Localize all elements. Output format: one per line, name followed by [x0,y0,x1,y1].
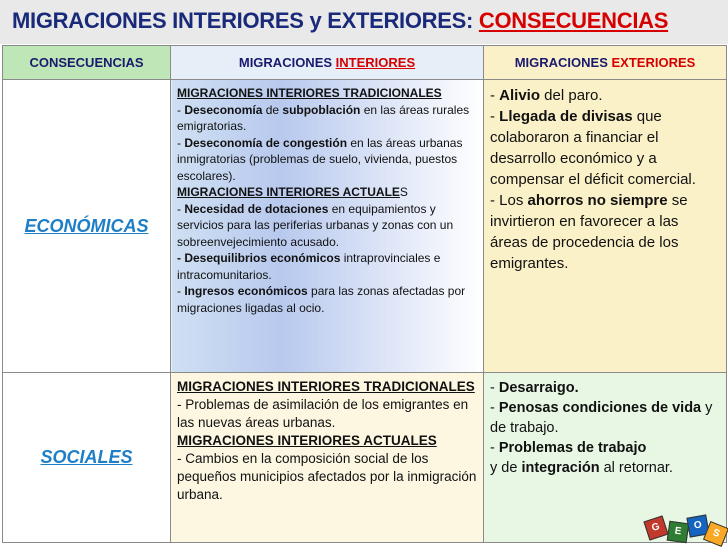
item-composicion: - Cambios en la composición social de los pequeños municipios afectados por la inmigración urbana. [177,451,477,502]
header-consecuencias: CONSECUENCIAS [3,46,171,80]
header-row [3,46,727,80]
logo-blocks [640,512,726,546]
consequences-table [2,45,727,543]
row-label-economicas: ECONÓMICAS [3,80,171,373]
heading-tradicionales: MIGRACIONES INTERIORES TRADICIONALES [177,86,442,100]
logo-block: E [667,521,690,544]
title-main: MIGRACIONES INTERIORES y EXTERIORES [12,8,467,33]
item-desequilibrios: - Desequilibrios económicos intraprovinciales e intracomunitarios. [177,251,441,282]
row-sociales [3,373,727,543]
header-exteriores [484,46,727,80]
item-dotaciones: - Necesidad de dotaciones en equipamientos y servicios para las periferias urbanas y zonas con un sobreenvejecimiento acusado. [177,201,454,249]
item-trabajo: - Problemas de trabajo [490,440,647,456]
item-subpoblacion: - Deseconomía de subpoblación en las áreas rurales emigratorias. [177,102,470,133]
header-exteriores-highlight: EXTERIORES [611,55,696,70]
row-economicas [3,80,727,373]
page-title [12,8,668,34]
title-highlight: CONSECUENCIAS [478,8,669,33]
logo-block: G [643,515,668,540]
cell-economicas-interiores [171,80,484,373]
item-ahorros: - Los ahorros no siempre se invirtieron en favorecer a las áreas de procedencia de los emigrantes. [490,192,688,272]
item-congestion: - Deseconomía de congestión en las áreas urbanas inmigratorias (problemas de suelo, vivienda, puestos escolares). [177,135,463,183]
item-condiciones: - Penosas condiciones de vida y de trabajo. [490,400,713,436]
title-bar [0,0,728,44]
item-desarraigo: - Desarraigo. [490,380,579,396]
item-integracion: y de integración al retornar. [490,460,673,476]
header-interiores-prefix: MIGRACIONES [238,55,336,70]
heading-actuales-sociales: MIGRACIONES INTERIORES ACTUALES [177,433,437,448]
item-divisas: - Llegada de divisas que colaboraron a financiar el desarrollo económico y a compensar el déficit comercial. [490,108,696,188]
header-interiores [171,46,484,80]
heading-tradicionales-sociales: MIGRACIONES INTERIORES TRADICIONALES [177,379,475,394]
cell-sociales-interiores [171,373,484,543]
heading-actuales: MIGRACIONES INTERIORES ACTUALES [177,185,408,199]
item-alivio: - Alivio del paro. [490,87,603,104]
cell-economicas-exteriores [484,80,727,373]
item-ingresos: - Ingresos económicos para las zonas afectadas por migraciones ligadas al ocio. [177,284,466,315]
row-label-sociales: SOCIALES [3,373,171,543]
title-sep: : [466,8,479,33]
logo-block: S [703,521,728,547]
logo-block: O [686,514,709,537]
header-interiores-highlight: INTERIORES [335,55,416,70]
item-asimilacion: - Problemas de asimilación de los emigrantes en las nuevas áreas urbanas. [177,397,469,430]
header-exteriores-prefix: MIGRACIONES [514,55,612,70]
